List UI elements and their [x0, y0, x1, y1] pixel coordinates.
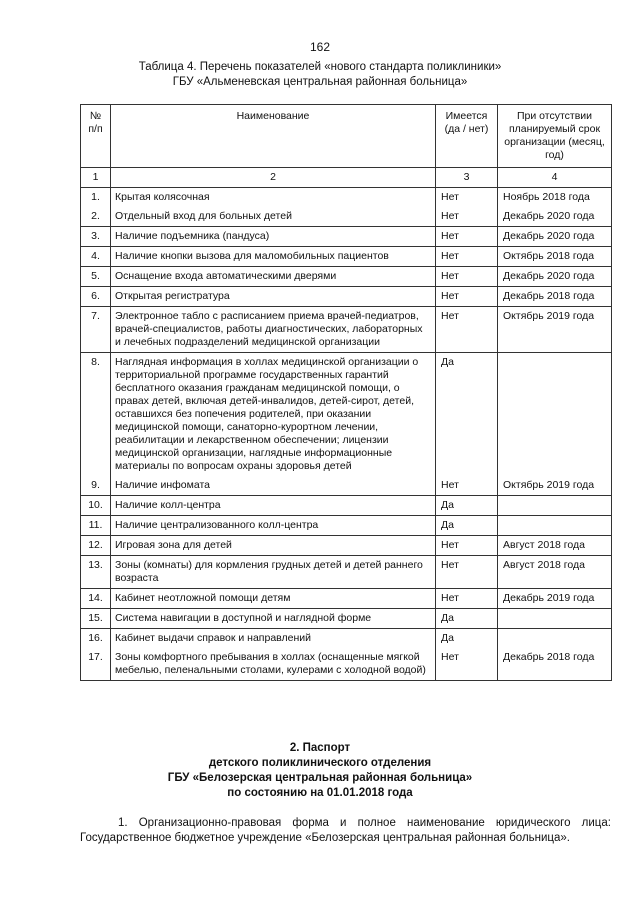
page-number: 162	[309, 40, 331, 54]
row-date	[498, 609, 612, 629]
table-caption-line2: ГБУ «Альменевская центральная районная больница»	[172, 76, 468, 88]
row-date: Октябрь 2018 года	[498, 247, 612, 267]
table-row	[81, 556, 612, 589]
row-date: Август 2018 года	[498, 536, 612, 556]
table-row	[81, 648, 612, 681]
row-has: Нет	[436, 188, 498, 208]
row-num: 15.	[81, 609, 111, 629]
table-header-row	[81, 105, 612, 168]
row-num: 4.	[81, 247, 111, 267]
row-name: Система навигации в доступной и наглядной форме	[111, 609, 436, 629]
row-num: 2.	[81, 207, 111, 227]
row-num: 17.	[81, 648, 111, 681]
row-num: 9.	[81, 476, 111, 496]
row-date: Декабрь 2018 года	[498, 287, 612, 307]
table-row	[81, 536, 612, 556]
row-date	[498, 629, 612, 649]
row-name: Кабинет неотложной помощи детям	[111, 589, 436, 609]
index-cell: 4	[498, 168, 612, 188]
row-num: 8.	[81, 353, 111, 477]
row-name: Наличие подъемника (пандуса)	[111, 227, 436, 247]
table-row	[81, 496, 612, 516]
row-name: Кабинет выдачи справок и направлений	[111, 629, 436, 649]
row-date: Август 2018 года	[498, 556, 612, 589]
table-row	[81, 476, 612, 496]
passport-organization: ГБУ «Белозерская центральная районная больница»	[167, 772, 473, 784]
row-date: Октябрь 2019 года	[498, 476, 612, 496]
row-has: Нет	[436, 267, 498, 287]
index-cell: 3	[436, 168, 498, 188]
row-has: Нет	[436, 589, 498, 609]
row-name: Крытая колясочная	[111, 188, 436, 208]
row-num: 13.	[81, 556, 111, 589]
row-has: Нет	[436, 556, 498, 589]
row-name: Зоны комфортного пребывания в холлах (оснащенные мягкой мебелью, пеленальными столами, кулерами с холодной водой)	[111, 648, 436, 681]
table-row	[81, 247, 612, 267]
row-date: Декабрь 2019 года	[498, 589, 612, 609]
row-date: Декабрь 2020 года	[498, 207, 612, 227]
row-has: Да	[436, 353, 498, 477]
table-row	[81, 227, 612, 247]
row-num: 5.	[81, 267, 111, 287]
header-date: При отсутствии планируемый срок организации (месяц, год)	[498, 105, 612, 168]
row-name: Игровая зона для детей	[111, 536, 436, 556]
row-has: Нет	[436, 247, 498, 267]
row-has: Нет	[436, 207, 498, 227]
row-date: Декабрь 2020 года	[498, 267, 612, 287]
body-paragraph: 1. Организационно-правовая форма и полное наименование юридического лица: Государственное бюджетное учреждение «Белозерская центральная районная больница».	[80, 817, 611, 844]
row-has: Нет	[436, 307, 498, 353]
table-row	[81, 516, 612, 536]
row-name: Наличие кнопки вызова для маломобильных пациентов	[111, 247, 436, 267]
table-row	[81, 267, 612, 287]
row-name: Зоны (комнаты) для кормления грудных детей и детей раннего возраста	[111, 556, 436, 589]
row-num: 3.	[81, 227, 111, 247]
row-date: Декабрь 2020 года	[498, 227, 612, 247]
row-name: Электронное табло с расписанием приема врачей-педиатров, врачей-специалистов, работы диагностических, лабораторных и лечебных подразделений медицинской организации	[111, 307, 436, 353]
row-has: Нет	[436, 648, 498, 681]
row-has: Да	[436, 516, 498, 536]
row-has: Да	[436, 609, 498, 629]
row-num: 1.	[81, 188, 111, 208]
row-date: Декабрь 2018 года	[498, 648, 612, 681]
row-num: 16.	[81, 629, 111, 649]
table-caption	[40, 60, 600, 90]
row-has: Да	[436, 629, 498, 649]
passport-heading	[40, 741, 600, 801]
row-name: Наглядная информация в холлах медицинской организации о территориальной программе государственных гарантий бесплатного оказания гражданам медицинской помощи, о правах детей, включая детей-инвалидов, детей-сирот, детей, оставшихся без попечения родителей, при оказании медицинской помощи, санаторно-курортном лечении, реабилитации и лекарственном обеспечении; лицензии медицинской организации, наглядные информационные материалы по вопросам охраны здоровья детей	[111, 353, 436, 477]
row-has: Нет	[436, 287, 498, 307]
table-row	[81, 353, 612, 477]
row-num: 14.	[81, 589, 111, 609]
row-num: 11.	[81, 516, 111, 536]
row-date	[498, 353, 612, 477]
table-row	[81, 287, 612, 307]
table-row	[81, 589, 612, 609]
row-has: Нет	[436, 227, 498, 247]
row-num: 7.	[81, 307, 111, 353]
passport-title: 2. Паспорт	[289, 742, 351, 754]
row-name: Наличие централизованного колл-центра	[111, 516, 436, 536]
header-num: № п/п	[81, 105, 111, 168]
row-has: Нет	[436, 536, 498, 556]
row-name: Оснащение входа автоматическими дверями	[111, 267, 436, 287]
row-name: Наличие колл-центра	[111, 496, 436, 516]
row-date	[498, 516, 612, 536]
table-row	[81, 609, 612, 629]
row-num: 6.	[81, 287, 111, 307]
row-date: Ноябрь 2018 года	[498, 188, 612, 208]
table-caption-line1: Таблица 4. Перечень показателей «нового стандарта поликлиники»	[138, 61, 502, 73]
passport-date: по состоянию на 01.01.2018 года	[227, 787, 413, 799]
row-name: Отдельный вход для больных детей	[111, 207, 436, 227]
row-date	[498, 496, 612, 516]
row-date: Октябрь 2019 года	[498, 307, 612, 353]
row-name: Наличие инфомата	[111, 476, 436, 496]
row-num: 12.	[81, 536, 111, 556]
header-has: Имеется (да / нет)	[436, 105, 498, 168]
index-cell: 1	[81, 168, 111, 188]
index-cell: 2	[111, 168, 436, 188]
row-has: Да	[436, 496, 498, 516]
column-index-row	[81, 168, 612, 188]
table-row	[81, 307, 612, 353]
indicators-table	[80, 104, 612, 681]
row-name: Открытая регистратура	[111, 287, 436, 307]
table-row	[81, 207, 612, 227]
row-has: Нет	[436, 476, 498, 496]
header-name: Наименование	[111, 105, 436, 168]
table-row	[81, 188, 612, 208]
row-num: 10.	[81, 496, 111, 516]
passport-subtitle: детского поликлинического отделения	[208, 757, 432, 769]
table-row	[81, 629, 612, 649]
